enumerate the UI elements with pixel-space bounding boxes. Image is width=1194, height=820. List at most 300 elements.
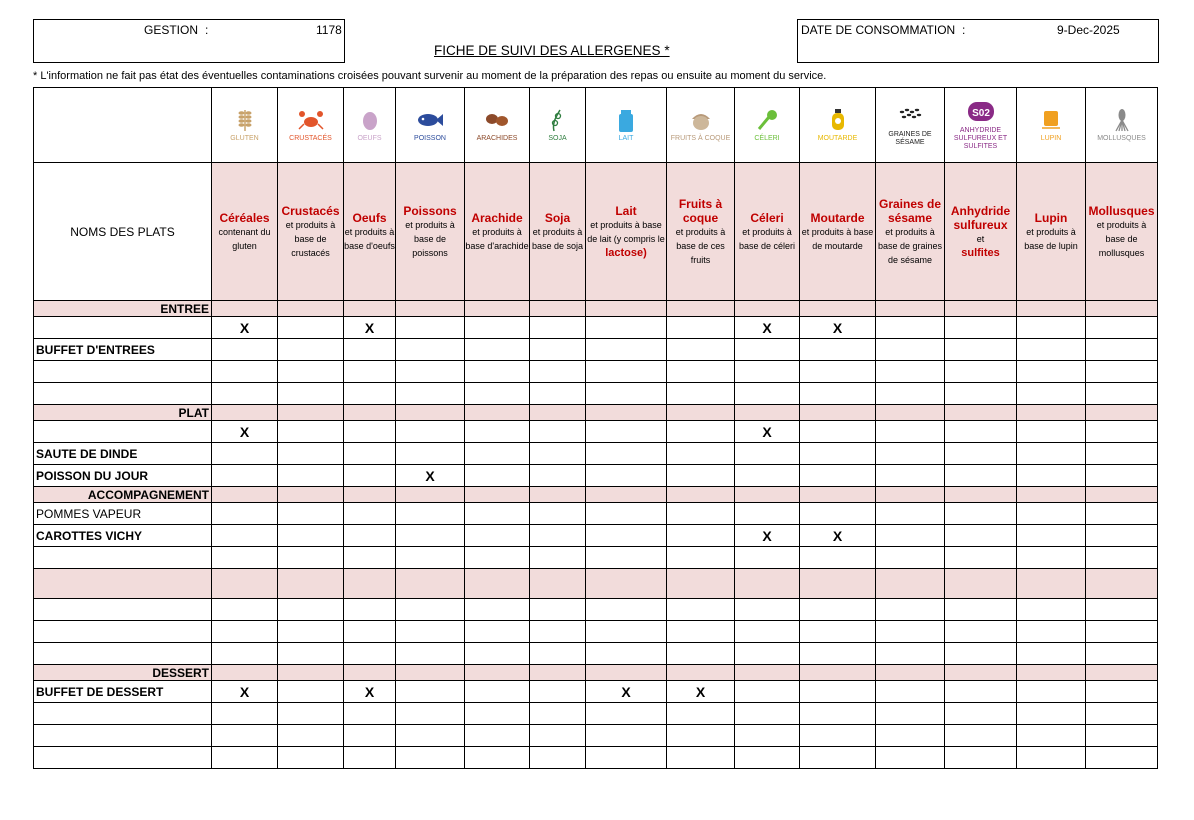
allergen-mark-cell [212,361,278,383]
allergen-mark-cell [945,361,1017,383]
allergen-description: et [976,233,985,244]
shaded-cell [667,569,735,599]
table-row [34,599,1158,621]
table-row [34,747,1158,769]
shaded-cell [667,487,735,503]
allergen-mark-cell [876,317,945,339]
allergen-mark-cell [876,503,945,525]
fish-icon [396,107,464,133]
allergen-mark-cell [465,317,530,339]
allergen-mark-cell [1017,465,1086,487]
shaded-cell [344,301,396,317]
dish-name [34,703,212,725]
allergen-mark-cell [945,421,1017,443]
shaded-cell [530,301,586,317]
table-row [34,465,1158,487]
allergen-mark-cell [800,383,876,405]
allergen-name: Lupin [1034,210,1068,225]
allergen-description: et produits à base de ces fruits [675,226,726,265]
allergen-description: et produits à base d'arachide [465,226,529,251]
shaded-cell [278,301,344,317]
allergen-mark-cell: X [212,317,278,339]
allergen-mark-cell [530,643,586,665]
allergen-header [800,163,876,301]
dish-name: POMMES VAPEUR [34,503,212,525]
celery-icon [735,107,799,133]
allergen-mark-cell [396,599,465,621]
allergen-mark-cell [465,339,530,361]
allergen-mark-cell: X [800,525,876,547]
shaded-cell [800,569,876,599]
allergen-mark-cell [586,339,667,361]
shaded-cell [465,301,530,317]
shaded-cell [396,405,465,421]
allergen-mark-cell [800,747,876,769]
allergen-mark-cell: X [800,317,876,339]
allergen-mark-cell [278,643,344,665]
allergen-description: contenant du gluten [218,226,271,251]
allergen-icon-cell [800,88,876,163]
allergen-mark-cell [586,317,667,339]
allergen-mark-cell [800,361,876,383]
allergen-mark-cell [800,643,876,665]
allergen-icon-label: ANHYDRIDE SULFUREUX ET SULFITES [953,127,1008,150]
allergen-mark-cell: X [344,317,396,339]
allergen-mark-cell [800,503,876,525]
allergen-mark-cell [1086,547,1158,569]
allergen-mark-cell [530,525,586,547]
allergen-mark-cell [1086,599,1158,621]
allergen-description-extra: lactose) [605,246,647,259]
shaded-cell [667,665,735,681]
allergen-icon-label: CRUSTACÉS [289,135,332,142]
allergen-mark-cell [945,547,1017,569]
shaded-cell [586,487,667,503]
shaded-cell [1086,569,1158,599]
shaded-cell [1086,665,1158,681]
allergen-mark-cell [212,465,278,487]
allergen-mark-cell [344,503,396,525]
page-title: FICHE DE SUIVI DES ALLERGENES * [434,43,670,58]
allergen-mark-cell [586,503,667,525]
allergen-mark-cell [344,643,396,665]
section-row [34,301,1158,317]
allergen-mark-cell [278,547,344,569]
allergen-icon-label: CÉLERI [754,135,780,142]
allergen-mark-cell [800,725,876,747]
allergen-mark-cell [396,747,465,769]
dish-name [34,569,212,599]
allergen-mark-cell [1086,725,1158,747]
allergen-mark-cell [344,421,396,443]
allergen-icon-cell [465,88,530,163]
shaded-cell [1017,569,1086,599]
allergen-mark-cell [465,643,530,665]
allergen-header [278,163,344,301]
allergen-mark-cell [586,465,667,487]
allergen-mark-cell [278,443,344,465]
shaded-cell [800,405,876,421]
allergen-mark-cell [465,599,530,621]
shaded-cell [212,665,278,681]
allergen-description: et produits à base de céleri [738,226,796,251]
allergen-mark-cell [278,361,344,383]
shaded-cell [212,569,278,599]
allergen-mark-cell [465,421,530,443]
allergen-mark-cell [1017,703,1086,725]
allergen-mark-cell [344,747,396,769]
dish-name [34,547,212,569]
allergen-mark-cell: X [212,421,278,443]
section-label: ACCOMPAGNEMENT [34,487,212,503]
allergen-mark-cell [396,361,465,383]
shaded-cell [530,665,586,681]
allergen-mark-cell [530,317,586,339]
nut-icon [667,107,734,133]
allergen-mark-cell [396,703,465,725]
allergen-mark-cell [800,599,876,621]
allergen-mark-cell [667,383,735,405]
allergen-mark-cell [396,383,465,405]
shaded-cell [465,487,530,503]
dish-name [34,621,212,643]
gestion-box-bottom [33,62,344,63]
shaded-cell [1086,301,1158,317]
allergen-mark-cell [530,703,586,725]
allergen-mark-cell [465,525,530,547]
allergen-icon-label: LUPIN [1040,135,1062,142]
shaded-cell [586,665,667,681]
shaded-cell [586,405,667,421]
blank-corner [34,88,212,163]
dish-name [34,747,212,769]
allergen-header [465,163,530,301]
shaded-cell [735,301,800,317]
allergen-header [212,163,278,301]
allergen-mark-cell [465,465,530,487]
allergen-mark-cell [586,643,667,665]
allergen-mark-cell [876,383,945,405]
allergen-name: Crustacés [281,203,340,218]
allergen-mark-cell [1017,681,1086,703]
allergen-icon-cell [945,88,1017,163]
allergen-icon-cell [667,88,735,163]
allergen-mark-cell [667,503,735,525]
allergen-header [1017,163,1086,301]
allergen-mark-cell [1017,547,1086,569]
allergen-header [667,163,735,301]
table-row [34,681,1158,703]
dish-name [34,361,212,383]
allergen-mark-cell [1017,643,1086,665]
allergen-mark-cell [278,681,344,703]
allergen-mark-cell [800,681,876,703]
allergen-mark-cell [1017,599,1086,621]
allergen-mark-cell [945,317,1017,339]
allergen-mark-cell [667,643,735,665]
table-row [34,421,1158,443]
shaded-cell [344,665,396,681]
allergen-mark-cell [876,525,945,547]
allergen-name: Soja [544,210,571,225]
allergen-mark-cell [396,317,465,339]
allergen-mark-cell [586,421,667,443]
allergen-mark-cell [800,703,876,725]
allergen-header [586,163,667,301]
allergen-mark-cell [735,621,800,643]
allergen-name: Anhydride sulfureux [950,203,1011,232]
shaded-cell [945,301,1017,317]
allergen-name: Céleri [750,210,784,225]
allergen-mark-cell [344,525,396,547]
dish-name: POISSON DU JOUR [34,465,212,487]
allergen-mark-cell [1017,443,1086,465]
shaded-cell [344,487,396,503]
date-box-bottom [797,62,1158,63]
allergen-mark-cell [465,621,530,643]
table-row [34,621,1158,643]
allergen-mark-cell [344,599,396,621]
allergen-mark-cell [530,547,586,569]
allergen-mark-cell [735,383,800,405]
table-row [34,383,1158,405]
allergen-name: Lait [615,203,637,218]
allergen-mark-cell [1086,339,1158,361]
allergen-mark-cell [586,443,667,465]
table-row [34,643,1158,665]
allergen-mark-cell [586,547,667,569]
allergen-mark-cell [667,361,735,383]
allergen-mark-cell [1017,725,1086,747]
shaded-cell [735,569,800,599]
allergen-mark-cell: X [735,317,800,339]
allergen-mark-cell [465,681,530,703]
shaded-cell [530,569,586,599]
allergen-icon-label: LAIT [618,135,634,142]
allergen-mark-cell [278,525,344,547]
allergen-mark-cell: X [344,681,396,703]
dish-name: CAROTTES VICHY [34,525,212,547]
allergen-mark-cell [800,465,876,487]
allergen-mark-cell [945,465,1017,487]
allergen-icon-cell [1017,88,1086,163]
allergen-icon-label: MOLLUSQUES [1097,135,1146,142]
allergen-mark-cell [212,747,278,769]
allergen-icon-cell [278,88,344,163]
allergen-mark-cell [735,643,800,665]
shaded-cell [876,301,945,317]
allergen-mark-cell [800,621,876,643]
allergen-mark-cell [530,443,586,465]
allergen-icon-cell [586,88,667,163]
section-label: DESSERT [34,665,212,681]
allergen-mark-cell [586,599,667,621]
dish-name [34,599,212,621]
allergen-mark-cell [1017,503,1086,525]
egg-icon [344,107,395,133]
allergen-mark-cell [945,339,1017,361]
shaded-cell [1017,665,1086,681]
allergen-header [876,163,945,301]
allergen-mark-cell [212,621,278,643]
allergen-description-extra: sulfites [961,246,1000,259]
allergen-mark-cell [212,339,278,361]
dish-name: BUFFET DE DESSERT [34,681,212,703]
allergen-mark-cell [586,361,667,383]
allergen-mark-cell [667,465,735,487]
allergen-icon-cell [1086,88,1158,163]
sesame-icon [876,103,944,129]
allergen-mark-cell [735,339,800,361]
allergen-mark-cell [530,621,586,643]
allergen-mark-cell [735,703,800,725]
allergen-icon-label: FRUITS À COQUE [670,135,731,142]
allergen-name: Fruits à coque [678,196,723,225]
allergen-header [945,163,1017,301]
allergen-icon-label: MOUTARDE [817,135,858,142]
allergen-name: Moutarde [810,210,865,225]
allergen-icon-cell [212,88,278,163]
allergen-mark-cell [344,703,396,725]
allergen-mark-cell [800,339,876,361]
dish-name [34,317,212,339]
allergen-icon-label: POISSON [414,135,446,142]
allergen-mark-cell [530,465,586,487]
allergen-mark-cell [735,465,800,487]
allergen-mark-cell [945,525,1017,547]
allergen-mark-cell [876,339,945,361]
allergen-mark-cell [945,703,1017,725]
allergen-mark-cell [876,725,945,747]
allergen-mark-cell [396,547,465,569]
allergen-description: et produits à base de crustacés [285,219,336,258]
allergen-mark-cell [530,383,586,405]
icon-text [981,125,982,126]
allergen-mark-cell [667,703,735,725]
table-row [34,503,1158,525]
shaded-cell [396,487,465,503]
shaded-cell [396,569,465,599]
allergen-mark-cell [735,747,800,769]
allergen-mark-cell: X [735,525,800,547]
table-row [34,525,1158,547]
shaded-cell [1017,487,1086,503]
allergen-header [1086,163,1158,301]
date-label: DATE DE CONSOMMATION [801,23,956,37]
allergen-mark-cell [344,725,396,747]
allergen-mark-cell [586,725,667,747]
allergen-mark-cell [1086,525,1158,547]
allergen-mark-cell [667,421,735,443]
allergen-table [33,87,1158,769]
allergen-mark-cell [465,503,530,525]
svg-text:S02: S02 [971,108,990,119]
blank-shaded-row [34,569,1158,599]
allergen-mark-cell [586,621,667,643]
allergen-mark-cell [278,421,344,443]
allergen-mark-cell [667,725,735,747]
date-separator: : [962,23,966,37]
allergen-mark-cell [1017,421,1086,443]
allergen-description: et produits à base de lupin [1024,226,1078,251]
allergen-mark-cell [278,503,344,525]
allergen-mark-cell [1017,339,1086,361]
allergen-mark-cell [667,747,735,769]
allergen-mark-cell [396,443,465,465]
allergen-mark-cell [530,599,586,621]
allergen-mark-cell [876,621,945,643]
table-row [34,703,1158,725]
allergen-icon-label: SOJA [548,135,567,142]
shaded-cell [344,405,396,421]
allergen-name: Graines de sésame [878,196,942,225]
allergen-mark-cell [586,525,667,547]
sulphite-icon [945,99,1016,125]
allergen-mark-cell: X [396,465,465,487]
allergen-mark-cell [1086,643,1158,665]
allergen-description: et produits à base de mollusques [1096,219,1147,258]
shaded-cell [278,665,344,681]
shaded-cell [876,665,945,681]
allergen-mark-cell [212,725,278,747]
shaded-cell [945,569,1017,599]
gestion-label: GESTION [144,23,199,37]
allergen-mark-cell [586,383,667,405]
allergen-mark-cell [530,681,586,703]
allergen-mark-cell [396,339,465,361]
allergen-mark-cell [278,621,344,643]
section-label: PLAT [34,405,212,421]
shaded-cell [396,665,465,681]
allergen-mark-cell [530,421,586,443]
mollusc-icon [1086,107,1157,133]
table-row [34,339,1158,361]
allergen-mark-cell [945,599,1017,621]
allergen-mark-cell [1086,681,1158,703]
allergen-mark-cell [1086,503,1158,525]
allergen-mark-cell [876,465,945,487]
allergen-name: Céréales [219,210,270,225]
allergen-mark-cell [212,525,278,547]
allergen-mark-cell [344,465,396,487]
allergen-mark-cell [530,361,586,383]
allergen-mark-cell [465,361,530,383]
allergen-mark-cell [212,383,278,405]
allergen-mark-cell [530,725,586,747]
allergen-mark-cell [1017,747,1086,769]
date-value: 9-Dec-2025 [1057,23,1120,37]
allergen-description: et produits à base de graines de sésame [877,226,943,265]
allergen-mark-cell: X [212,681,278,703]
allergen-mark-cell [1017,361,1086,383]
shaded-cell [735,665,800,681]
shaded-cell [735,487,800,503]
allergen-mark-cell [945,443,1017,465]
allergen-mark-cell [1017,525,1086,547]
allergen-mark-cell [278,383,344,405]
allergen-mark-cell [586,747,667,769]
table-row [34,317,1158,339]
allergen-mark-cell [667,525,735,547]
allergen-mark-cell [876,361,945,383]
shaded-cell [212,405,278,421]
section-label: ENTREE [34,301,212,317]
dish-name [34,421,212,443]
milk-icon [586,107,666,133]
allergen-mark-cell [667,547,735,569]
allergen-mark-cell [1086,465,1158,487]
allergen-mark-cell [1086,747,1158,769]
